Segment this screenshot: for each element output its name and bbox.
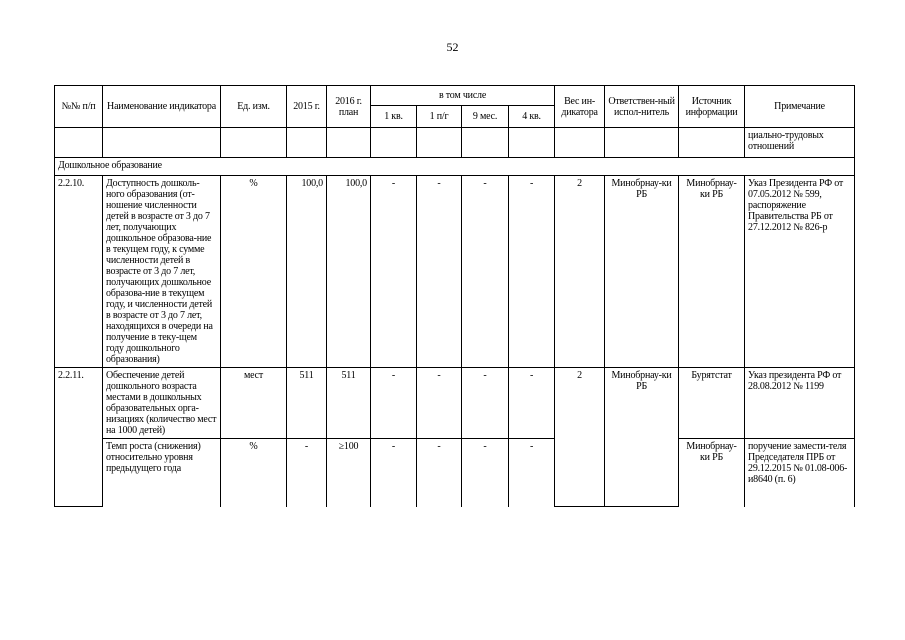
row-2015: 100,0	[287, 176, 327, 368]
row-name: Доступность дошколь-ного образования (от-ношение численности детей в возрасте от 3 до 7 лет, получающих дошкольное образова-ние в текущем году, к сумме численности детей в возрасте от 3 до 7 лет, получающих дошкольное образова-ние в текущем году, и численности детей в возрасте от 3 до 7 лет, находящихся в очереди на получение в теку-щем году дошкольного образования)	[103, 176, 221, 368]
row-q1: -	[371, 176, 417, 368]
row-h1: -	[417, 439, 462, 507]
header-responsible: Ответствен-ный испол-нитель	[605, 86, 679, 128]
row-q4: -	[509, 439, 555, 507]
table-row	[55, 176, 855, 368]
header-name: Наименование индикатора	[103, 86, 221, 128]
row-9m: -	[462, 439, 509, 507]
row-note: Указ президента РФ от 28.08.2012 № 1199	[745, 368, 855, 439]
header-num: №№ п/п	[55, 86, 103, 128]
page-number: 52	[446, 40, 459, 54]
row-weight: 2	[555, 176, 605, 368]
header-2016: 2016 г. план	[327, 86, 371, 128]
row-2015: -	[287, 439, 327, 507]
continuation-row	[55, 128, 855, 158]
row-source: Бурятстат	[679, 368, 745, 439]
row-source: Минобрнау-ки РБ	[679, 439, 745, 507]
row-note: Указ Президента РФ от 07.05.2012 № 599, распоряжение Правительства РБ от 27.12.2012 № 826-р	[745, 176, 855, 368]
row-unit: мест	[221, 368, 287, 439]
row-2015: 511	[287, 368, 327, 439]
row-2016: 511	[327, 368, 371, 439]
header-source: Источник информации	[679, 86, 745, 128]
row-name: Обеспечение детей дошкольного возраста местами в дошкольных образовательных орга-низациях (количество мест на 1000 детей)	[103, 368, 221, 439]
row-h1: -	[417, 176, 462, 368]
row-q4: -	[509, 176, 555, 368]
row-source: Минобрнау-ки РБ	[679, 176, 745, 368]
header-2015: 2015 г.	[287, 86, 327, 128]
table-row	[55, 439, 855, 507]
row-num: 2.2.11.	[55, 368, 103, 507]
row-q1: -	[371, 368, 417, 439]
row-name: Темп роста (снижения) относительно уровня предыдущего года	[103, 439, 221, 507]
row-unit: %	[221, 176, 287, 368]
header-q1: 1 кв.	[371, 106, 417, 128]
row-note: поручение замести-теля Председателя ПРБ от 29.12.2015 № 01.08-006-и8640 (п. 6)	[745, 439, 855, 507]
header-note: Примечание	[745, 86, 855, 128]
table-row	[55, 368, 855, 439]
row-9m: -	[462, 368, 509, 439]
header-h1: 1 п/г	[417, 106, 462, 128]
row-q4: -	[509, 368, 555, 439]
header-including: в том числе	[371, 86, 555, 106]
indicators-table	[54, 85, 855, 507]
row-q1: -	[371, 439, 417, 507]
row-responsible: Минобрнау-ки РБ	[605, 368, 679, 507]
section-title: Дошкольное образование	[55, 158, 855, 176]
row-2016: 100,0	[327, 176, 371, 368]
header-9m: 9 мес.	[462, 106, 509, 128]
row-num: 2.2.10.	[55, 176, 103, 368]
row-weight: 2	[555, 368, 605, 507]
row-responsible: Минобрнау-ки РБ	[605, 176, 679, 368]
section-row	[55, 158, 855, 176]
continuation-note: циально-трудовых отношений	[745, 128, 855, 158]
header-q4: 4 кв.	[509, 106, 555, 128]
row-h1: -	[417, 368, 462, 439]
row-unit: %	[221, 439, 287, 507]
row-9m: -	[462, 176, 509, 368]
header-unit: Ед. изм.	[221, 86, 287, 128]
row-2016: ≥100	[327, 439, 371, 507]
header-weight: Вес ин-дикатора	[555, 86, 605, 128]
